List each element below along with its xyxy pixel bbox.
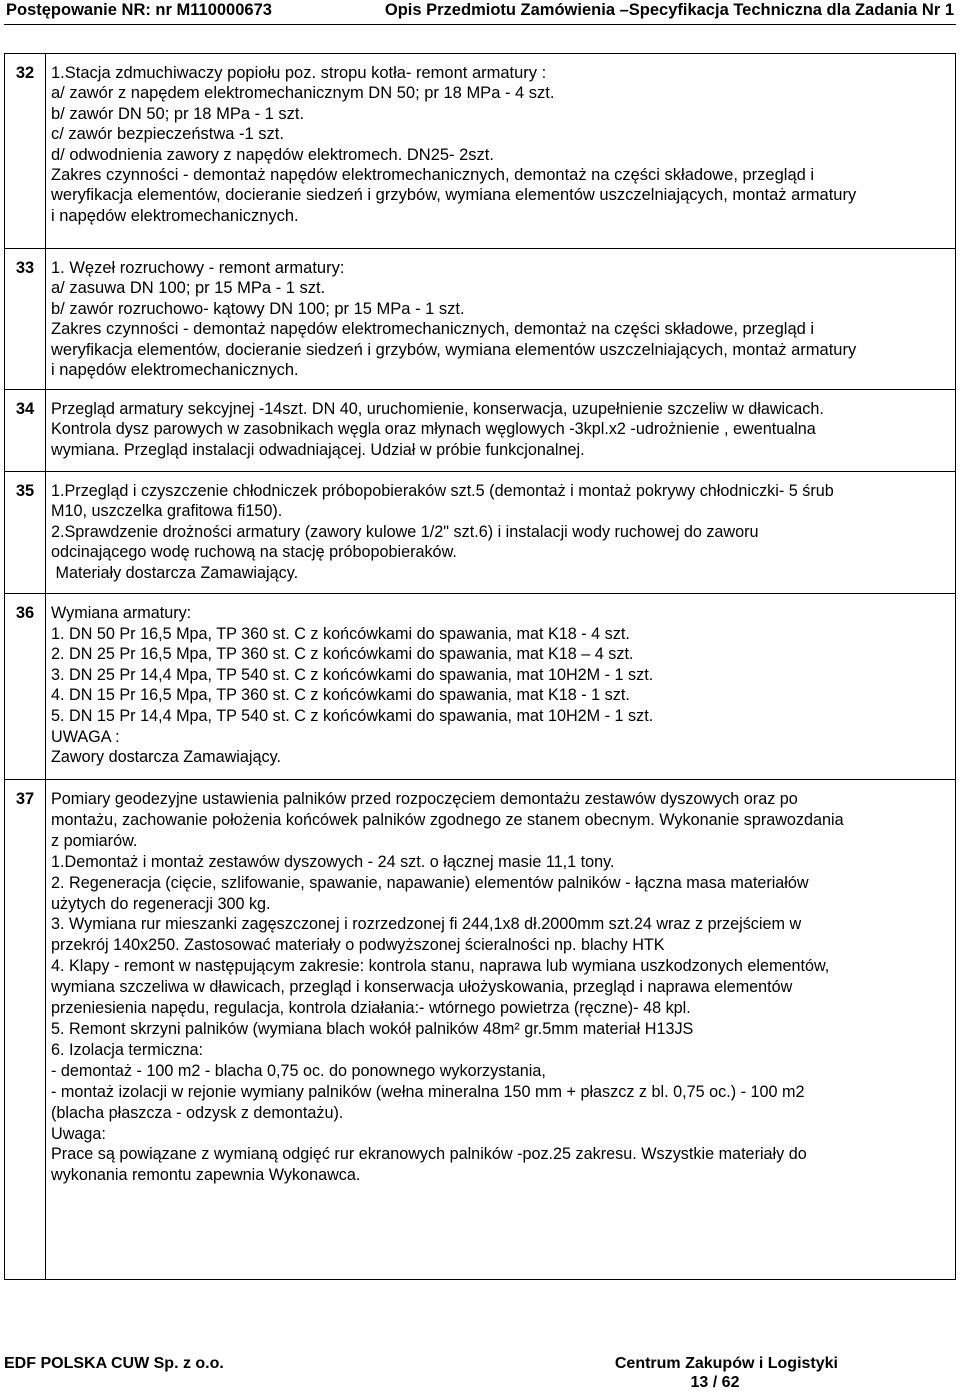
text-line: weryfikacja elementów, docieranie siedzeń i grzybów, wymiana elementów uszczelniających, montaż armatury: [51, 186, 857, 205]
item-number: 34: [5, 390, 46, 472]
item-description: [46, 249, 956, 390]
text-line: użytych do regeneracji 300 kg.: [51, 894, 271, 913]
text-line: d/ odwodnienia zawory z napędów elektromech. DN25- 2szt.: [51, 145, 494, 164]
text-line: 3. Wymiana rur mieszanki zagęszczonej i rozrzedzonej fi 244,1x8 dł.2000mm szt.24 wraz z przejściem w: [51, 915, 802, 934]
text-line: a/ zasuwa DN 100; pr 15 MPa - 1 szt.: [51, 279, 326, 298]
document-title: Opis Przedmiotu Zamówienia –Specyfikacja Techniczna dla Zadania Nr 1: [384, 1, 954, 19]
item-description: [46, 780, 956, 1280]
text-line: Zawory dostarcza Zamawiający.: [51, 748, 281, 767]
page-number: 13 / 62: [690, 1374, 740, 1391]
text-line: 1.Stacja zdmuchiwaczy popiołu poz. stropu kotła- remont armatury :: [51, 64, 547, 82]
text-line: 5. DN 15 Pr 14,4 Mpa, TP 540 st. C z końcówkami do spawania, mat 10H2M - 1 szt.: [51, 706, 654, 725]
text-line: wymiana szczeliwa w dławicach, przegląd i konserwacja ułożyskowania, przegląd i naprawa elementów: [51, 978, 793, 997]
text-line: c/ zawór bezpieczeństwa -1 szt.: [51, 125, 284, 144]
text-line: 1.Przegląd i czyszczenie chłodniczek próbopobieraków szt.5 (demontaż i montaż pokrywy chłodniczki- 5 śrub: [51, 482, 834, 500]
text-line: 5. Remont skrzyni palników (wymiana blach wokół palników 48m² gr.5mm materiał H13JS: [51, 1019, 694, 1038]
text-line: i napędów elektromechanicznych.: [51, 361, 299, 380]
text-line: Wymiana armatury:: [51, 604, 192, 622]
table-row: [5, 472, 956, 594]
page-header: [4, 0, 956, 25]
item-number: 35: [5, 472, 46, 594]
text-line: i napędów elektromechanicznych.: [51, 206, 299, 225]
text-line: Zakres czynności - demontaż napędów elektromechanicznych, demontaż na części składowe, przegląd i: [51, 320, 815, 339]
table-row: [5, 390, 956, 472]
text-line: 4. Klapy - remont w następującym zakresie: kontrola stanu, naprawa lub wymiana uszkodzonych elementów,: [51, 957, 830, 976]
department-name: Centrum Zakupów i Logistyki: [614, 1355, 838, 1372]
text-line: Prace są powiązane z wymianą odgięć rur ekranowych palników -poz.25 zakresu. Wszystkie materiały do: [51, 1145, 807, 1164]
table-row: [5, 780, 956, 1280]
item-number: 36: [5, 594, 46, 780]
text-line: a/ zawór z napędem elektromechanicznym DN 50; pr 18 MPa - 4 szt.: [51, 84, 555, 103]
text-line: weryfikacja elementów, docieranie siedzeń i grzybów, wymiana elementów uszczelniających, montaż armatury: [51, 340, 857, 359]
text-line: przekrój 140x250. Zastosować materiały o podwyższonej ścieralności np. blachy HTK: [51, 936, 665, 955]
text-line: Uwaga:: [51, 1124, 106, 1143]
text-line: (blacha płaszcza - odzysk z demontażu).: [51, 1103, 344, 1122]
text-line: 3. DN 25 Pr 14,4 Mpa, TP 540 st. C z końcówkami do spawania, mat 10H2M - 1 szt.: [51, 665, 654, 684]
text-line: - montaż izolacji w rejonie wymiany palników (wełna mineralna 150 mm + płaszcz z bl. 0,75 oc.) - 100 m2: [51, 1082, 805, 1101]
text-line: montażu, zachowanie położenia końcówek palników zgodnego ze stanem obecnym. Wykonanie sprawozdania: [51, 810, 844, 829]
text-line: 2.Sprawdzenie drożności armatury (zawory kulowe 1/2" szt.6) i instalacji wody ruchowej do zaworu: [51, 522, 759, 541]
text-line: Przegląd armatury sekcyjnej -14szt. DN 40, uruchomienie, konserwacja, uzupełnienie szczeliw w dławicach.: [51, 400, 824, 418]
table-row: [5, 54, 956, 249]
text-line: - demontaż - 100 m2 - blacha 0,75 oc. do ponownego wykorzystania,: [51, 1061, 546, 1080]
text-line: odcinającego wodę ruchową na stację próbopobieraków.: [51, 543, 457, 562]
text-line: 1. Węzeł rozruchowy - remont armatury:: [51, 259, 345, 277]
text-line: z pomiarów.: [51, 831, 138, 850]
item-description: [46, 594, 956, 780]
text-line: M10, uszczelka grafitowa fi150).: [51, 502, 283, 521]
table-row: [5, 594, 956, 780]
text-line: przeniesienia napędu, regulacja, kontrola działania:- wtórnego powietrza (ręczne)- 48 kpl.: [51, 999, 691, 1018]
text-line: 2. Regeneracja (cięcie, szlifowanie, spawanie, napawanie) elementów palników - łączna masa materiałów: [51, 873, 809, 892]
text-line: 6. Izolacja termiczna:: [51, 1040, 204, 1059]
item-description: [46, 472, 956, 594]
item-number: 33: [5, 249, 46, 390]
text-line: b/ zawór DN 50; pr 18 MPa - 1 szt.: [51, 104, 305, 123]
text-line: b/ zawór rozruchowo- kątowy DN 100; pr 15 MPa - 1 szt.: [51, 299, 465, 318]
text-line: 2. DN 25 Pr 16,5 Mpa, TP 360 st. C z końcówkami do spawania, mat K18 – 4 szt.: [51, 645, 634, 664]
procedure-number: Postępowanie NR: nr M110000673: [6, 1, 272, 19]
text-line: Materiały dostarcza Zamawiający.: [51, 563, 299, 582]
text-line: Pomiary geodezyjne ustawienia palników przed rozpoczęciem demontażu zestawów dyszowych oraz po: [51, 790, 798, 808]
text-line: 1.Demontaż i montaż zestawów dyszowych - 24 szt. o łącznej masie 11,1 tony.: [51, 852, 615, 871]
specification-table: [4, 53, 956, 1280]
item-description: [46, 390, 956, 472]
text-line: wymiana. Przegląd instalacji odwadniającej. Udział w próbie funkcjonalnej.: [51, 440, 585, 459]
table-row: [5, 249, 956, 390]
company-name: EDF POLSKA CUW Sp. z o.o.: [4, 1355, 224, 1372]
item-number: 32: [5, 54, 46, 249]
text-line: Kontrola dysz parowych w zasobnikach węgla oraz młynach węglowych -3kpl.x2 -udrożnienie , ewentualna: [51, 420, 816, 439]
text-line: 1. DN 50 Pr 16,5 Mpa, TP 360 st. C z końcówkami do spawania, mat K18 - 4 szt.: [51, 624, 630, 643]
item-number: 37: [5, 780, 46, 1280]
text-line: 4. DN 15 Pr 16,5 Mpa, TP 360 st. C z końcówkami do spawania, mat K18 - 1 szt.: [51, 686, 630, 705]
text-line: wykonania remontu zapewnia Wykonawca.: [51, 1166, 361, 1185]
text-line: Zakres czynności - demontaż napędów elektromechanicznych, demontaż na części składowe, przegląd i: [51, 166, 815, 185]
text-line: UWAGA :: [51, 727, 120, 746]
item-description: [46, 54, 956, 249]
